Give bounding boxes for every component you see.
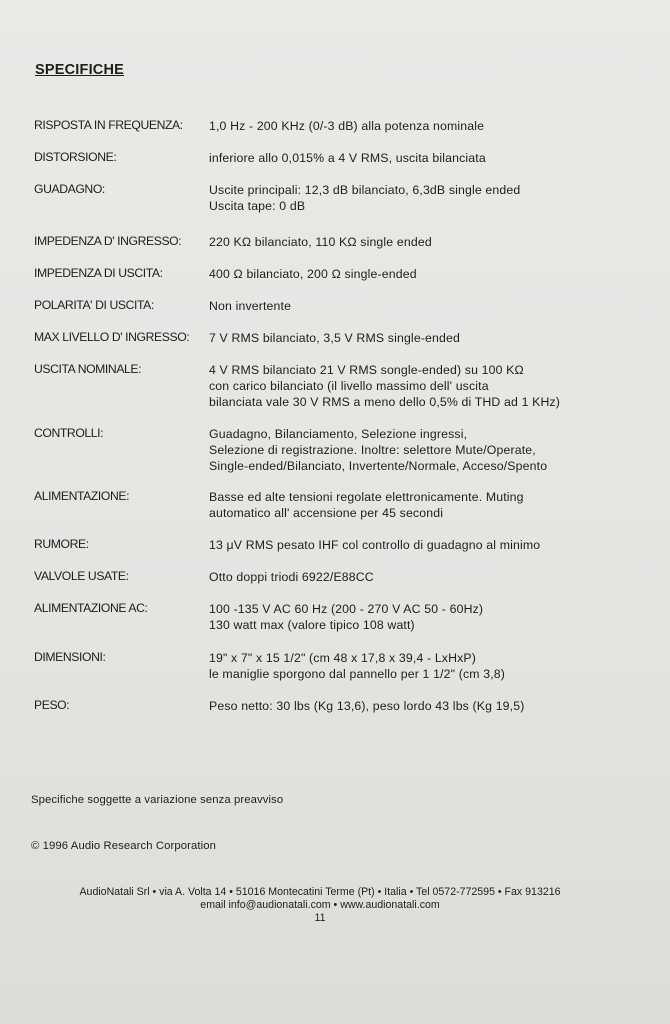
spec-value: [209, 537, 629, 553]
spec-value-line: Non invertente: [209, 299, 292, 313]
spec-value-line: Basse ed alte tensioni regolate elettronicamente. Muting: [209, 490, 524, 504]
spec-value: [209, 182, 629, 214]
spec-value-line: inferiore allo 0,015% a 4 V RMS, uscita bilanciata: [209, 151, 486, 165]
page-footer: [40, 886, 600, 925]
spec-value-line: 4 V RMS bilanciato 21 V RMS songle-ended) su 100 KΩ: [209, 363, 524, 377]
spec-label: RISPOSTA IN FREQUENZA:: [34, 118, 183, 132]
spec-value: [209, 150, 629, 166]
spec-value-line: le maniglie sporgono dal pannello per 1 1/2" (cm 3,8): [209, 667, 505, 681]
spec-value-line: Peso netto: 30 lbs (Kg 13,6), peso lordo 43 lbs (Kg 19,5): [209, 699, 525, 713]
spec-value-line: Uscite principali: 12,3 dB bilanciato, 6,3dB single ended: [209, 183, 521, 197]
spec-value-line: Selezione di registrazione. Inoltre: selettore Mute/Operate,: [209, 443, 536, 457]
footer-address: AudioNatali Srl • via A. Volta 14 • 51016 Montecatini Terme (Pt) • Italia • Tel 0572-772595 • Fax 913216: [79, 886, 561, 898]
spec-value: [209, 698, 629, 714]
spec-label: IMPEDENZA D' INGRESSO:: [34, 234, 182, 248]
spec-label: RUMORE:: [34, 537, 89, 551]
spec-value-line: bilanciata vale 30 V RMS a meno dello 0,5% di THD ad 1 KHz): [209, 395, 561, 409]
spec-value-line: 400 Ω bilanciato, 200 Ω single-ended: [209, 267, 417, 281]
spec-label: ALIMENTAZIONE:: [34, 489, 130, 503]
spec-value-line: 7 V RMS bilanciato, 3,5 V RMS single-ended: [209, 331, 460, 345]
specs-disclaimer: Specifiche soggette a variazione senza preavviso: [31, 794, 284, 806]
spec-label: DISTORSIONE:: [34, 150, 117, 164]
footer-contacts: email info@audionatali.com • www.audionatali.com: [200, 899, 440, 911]
spec-value: [209, 298, 629, 314]
spec-label: PESO:: [34, 698, 70, 712]
spec-value-line: automatico all' accensione per 45 secondi: [209, 506, 444, 520]
spec-value-line: 19" x 7" x 15 1/2" (cm 48 x 17,8 x 39,4 - LxHxP): [209, 651, 477, 665]
spec-value-line: Uscita tape: 0 dB: [209, 199, 306, 213]
spec-label: POLARITA' DI USCITA:: [34, 298, 154, 312]
spec-value: [209, 330, 629, 346]
spec-value: [209, 650, 629, 682]
spec-label: CONTROLLI:: [34, 426, 104, 440]
spec-value: [209, 118, 629, 134]
spec-label: MAX LIVELLO D' INGRESSO:: [34, 330, 190, 344]
spec-value: [209, 362, 629, 410]
spec-value-line: 220 KΩ bilanciato, 110 KΩ single ended: [209, 235, 432, 249]
spec-value: [209, 569, 629, 585]
spec-label: GUADAGNO:: [34, 182, 105, 196]
page-number: 11: [314, 912, 326, 924]
spec-value-line: Single-ended/Bilanciato, Invertente/Normale, Acceso/Spento: [209, 459, 548, 473]
spec-label: VALVOLE USATE:: [34, 569, 129, 583]
spec-value: [209, 601, 629, 633]
spec-value-line: 1,0 Hz - 200 KHz (0/-3 dB) alla potenza nominale: [209, 119, 485, 133]
spec-value: [209, 234, 629, 250]
copyright-notice: © 1996 Audio Research Corporation: [31, 840, 216, 852]
spec-value-line: con carico bilanciato (il livello massimo dell' uscita: [209, 379, 489, 393]
page-title: SPECIFICHE: [35, 62, 125, 78]
spec-value-line: 100 -135 V AC 60 Hz (200 - 270 V AC 50 - 60Hz): [209, 602, 484, 616]
spec-value-line: 13 μV RMS pesato IHF col controllo di guadagno al minimo: [209, 538, 541, 552]
spec-value-line: 130 watt max (valore tipico 108 watt): [209, 618, 415, 632]
spec-value: [209, 266, 629, 282]
spec-value-line: Guadagno, Bilanciamento, Selezione ingressi,: [209, 427, 468, 441]
spec-value-line: Otto doppi triodi 6922/E88CC: [209, 570, 374, 584]
spec-value: [209, 489, 629, 521]
spec-label: ALIMENTAZIONE AC:: [34, 601, 148, 615]
spec-label: DIMENSIONI:: [34, 650, 106, 664]
spec-label: IMPEDENZA DI USCITA:: [34, 266, 163, 280]
spec-value: [209, 426, 629, 474]
spec-label: USCITA NOMINALE:: [34, 362, 142, 376]
